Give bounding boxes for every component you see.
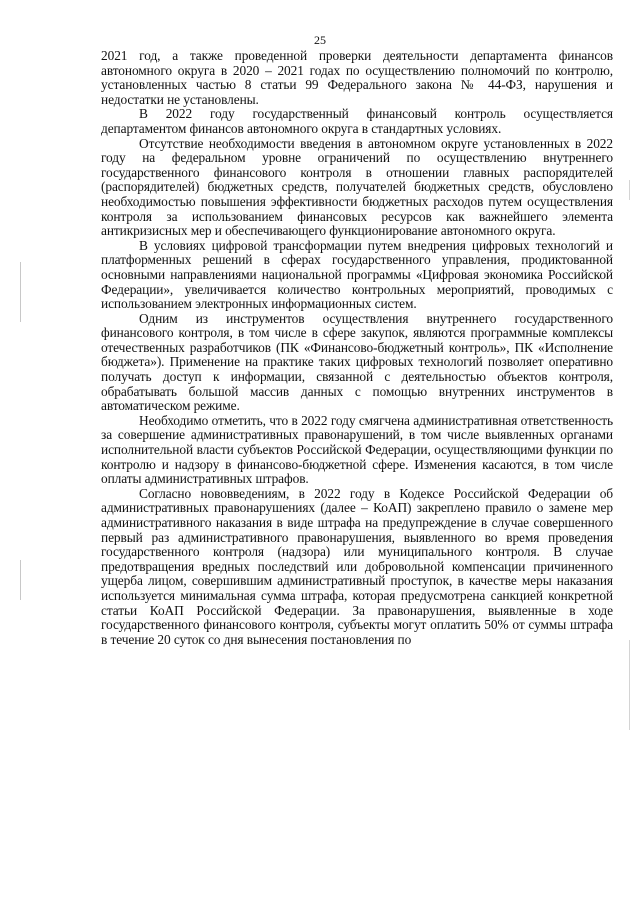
scan-artifact-right <box>629 640 630 730</box>
paragraph-no-restrictions: Отсутствие необходимости введения в автономном округе установленных в 2022 году на федеральном уровне ограничений по осуществлению внутреннего государственного финансового контроля в отношении главных распорядителей (распорядителей) бюджетных средств, получателей бюджетных средств, обусловлено необходимостью повышения эффективности бюджетных расходов путем осуществления контроля за использованием финансовых ресурсов как важнейшего элемента антикризисных мер и обеспечивающего функционирование автономного округа. <box>101 135 613 239</box>
scan-artifact-left <box>20 560 21 600</box>
scan-artifact-left <box>20 262 21 322</box>
body-text <box>101 49 613 647</box>
page-number: 25 <box>314 33 326 47</box>
paragraph-administrative-liability: Необходимо отметить, что в 2022 году смягчена административная ответственность за совершение административных правонарушений, в том числе выявленных органами исполнительной власти субъектов Российской Федерации, осуществляющими функции по контролю и надзору в финансово-бюджетной сфере. Изменения касаются, в том числе оплаты административных штрафов. <box>101 412 613 487</box>
paragraph-continuation: 2021 год, а также проведенной проверки деятельности департамента финансов автономного округа в 2020 – 2021 годах по осуществлению полномочий по контролю, установленных частью 8 статьи 99 Федерального закона № 44-ФЗ, нарушения и недостатки не установлены. <box>101 48 613 107</box>
paragraph-financial-control-2022: В 2022 году государственный финансовый контроль осуществляется департаментом финансов автономного округа в стандартных условиях. <box>101 106 613 136</box>
paragraph-koap-innovations: Согласно нововведениям, в 2022 году в Кодексе Российской Федерации об административных правонарушениях (далее – КоАП) закреплено правило о замене мер административного наказания в виде штрафа на предупреждение в случае совершенного первый раз административного правонарушения, выявленного во время проведения государственного контроля (надзора) или муниципального контроля. В случае предотвращения вредных последствий или добровольной компенсации причиненного ущерба лицом, совершившим административный проступок, в качестве меры наказания используется минимальная сумма штрафа, которая предусмотрена санкцией конкретной статьи КоАП Российской Федерации. За правонарушения, выявленные в ходе государственного финансового контроля, субъекты могут оплатить 50% от суммы штрафа в течение 20 суток со дня вынесения постановления по <box>101 485 613 647</box>
scan-artifact-right <box>629 180 630 200</box>
paragraph-digital-transformation: В условиях цифровой трансформации путем внедрения цифровых технологий и платформенных решений в сферах государственного управления, продиктованной основными направлениями национальной программы «Цифровая экономика Российской Федерации», увеличивается количество контрольных мероприятий, проводимых с использованием электронных информационных систем. <box>101 237 613 312</box>
paragraph-software-tools: Одним из инструментов осуществления внутреннего государственного финансового контроля, в том числе в сфере закупок, являются программные комплексы отечественных разработчиков (ПК «Финансово-бюджетный контроль», ПК «Исполнение бюджета»). Применение на практике таких цифровых технологий позволяет оперативно получать доступ к информации, связанной с деятельностью объектов контроля, обрабатывать большой массив данных с помощью внутренних инструментов в автоматическом режиме. <box>101 310 613 414</box>
